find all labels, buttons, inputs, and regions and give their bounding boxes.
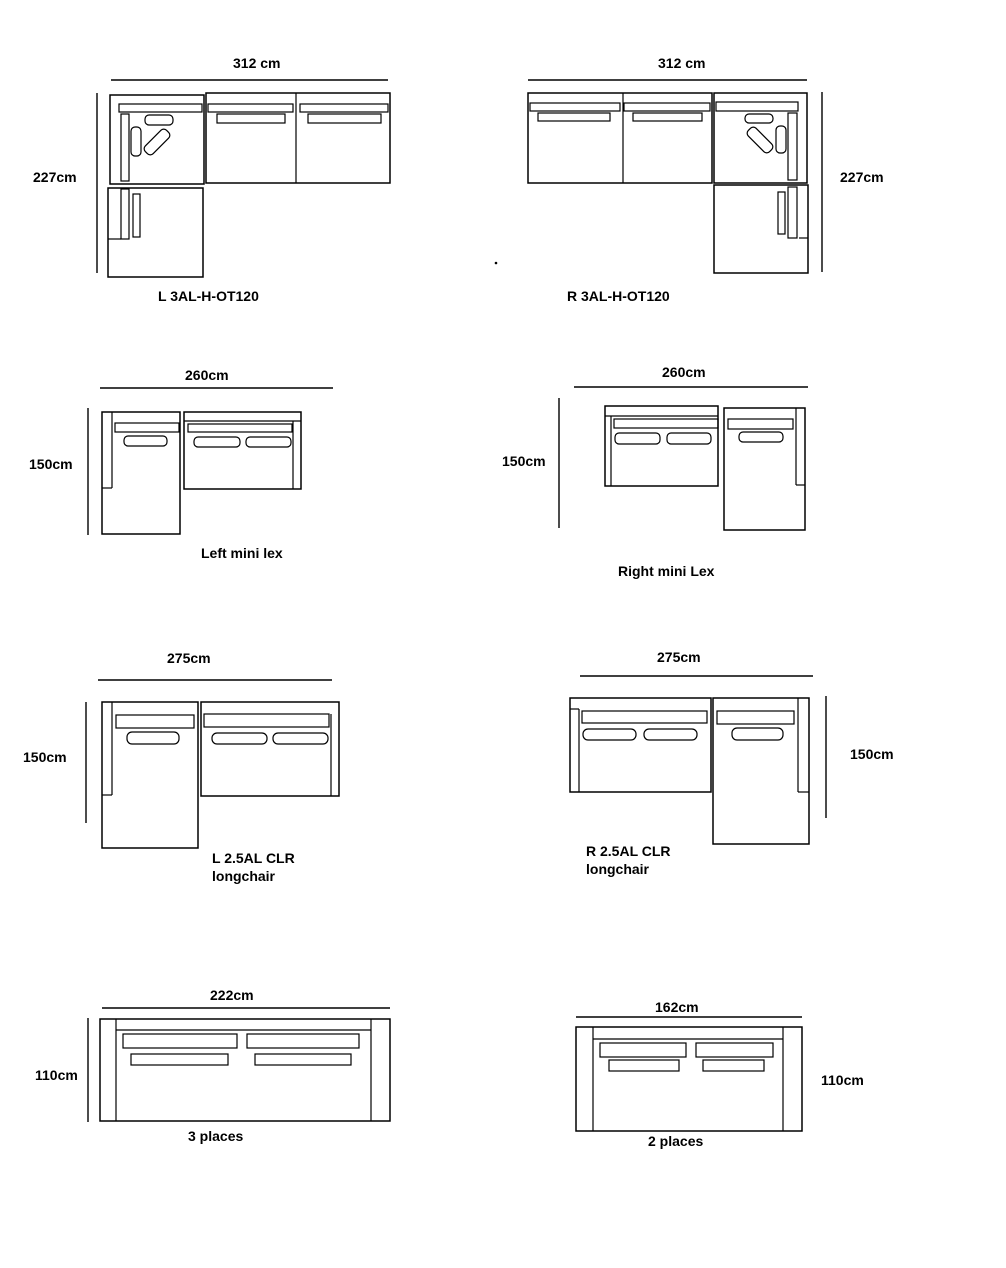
depth-dim-label-l-3al: 227cm: [33, 169, 77, 185]
ottoman-bar: [788, 187, 797, 238]
plan-right-mini-lex: [559, 387, 808, 530]
pillow: [776, 126, 786, 153]
seat-cushion: [633, 113, 702, 121]
width-dim-label-l-3al: 312 cm: [233, 55, 281, 71]
back-cushion: [116, 715, 194, 728]
caption-r-25al-line2: longchair: [586, 861, 650, 877]
corner-backrest: [716, 102, 798, 111]
stray-dot: [495, 262, 498, 265]
seat-cushion: [609, 1060, 679, 1071]
back-cushion: [530, 103, 620, 111]
pillow: [131, 127, 141, 156]
caption-r-25al-line1: R 2.5AL CLR: [586, 843, 671, 859]
seat-cushion: [739, 432, 783, 442]
pillow-diagonal: [746, 126, 775, 155]
seat-cushion: [667, 433, 711, 444]
width-dim-label-left-mini-lex: 260cm: [185, 367, 229, 383]
depth-dim-label-2-places: 110cm: [821, 1072, 864, 1088]
depth-dim-label-r-3al: 227cm: [840, 169, 884, 185]
back-cushion: [614, 419, 718, 428]
caption-left-mini-lex: Left mini lex: [201, 545, 283, 561]
sofa-outline: [201, 702, 339, 796]
depth-dim-label-r-25al: 150cm: [850, 746, 894, 762]
seat-cushion: [732, 728, 783, 740]
back-cushion: [115, 423, 179, 432]
seat-cushion: [308, 114, 381, 123]
plan-2-places: [576, 1017, 802, 1131]
pillow: [145, 115, 173, 125]
plan-r-3al-h-ot120: [495, 80, 822, 273]
ottoman-bar: [121, 189, 129, 239]
back-cushion: [208, 104, 293, 112]
sofa-outline: [570, 698, 711, 792]
back-cushion: [624, 103, 710, 111]
seat-cushion: [127, 732, 179, 744]
corner-armrest: [121, 114, 129, 181]
depth-dim-label-left-mini-lex: 150cm: [29, 456, 73, 472]
ottoman-outline: [108, 188, 203, 277]
depth-dim-label-right-mini-lex: 150cm: [502, 453, 546, 469]
chaise-outline: [102, 412, 180, 534]
caption-r-3al: R 3AL-H-OT120: [567, 288, 670, 304]
sofa-outline: [605, 406, 718, 486]
caption-3-places: 3 places: [188, 1128, 244, 1144]
seat-cushion: [212, 733, 267, 744]
plan-3-places: [88, 1008, 390, 1122]
width-dim-label-r-3al: 312 cm: [658, 55, 706, 71]
seat-cushion: [246, 437, 291, 447]
plan-l-25al-clr-longchair: [86, 680, 339, 848]
width-dim-label-r-25al: 275cm: [657, 649, 701, 665]
corner-backrest: [119, 104, 202, 112]
back-cushion: [717, 711, 794, 724]
depth-dim-label-l-25al: 150cm: [23, 749, 67, 765]
back-cushion: [188, 424, 292, 432]
plan-l-3al-h-ot120: [97, 80, 390, 277]
seat-cushion: [703, 1060, 764, 1071]
seats-outline: [206, 93, 390, 183]
seat-cushion: [194, 437, 240, 447]
seat-cushion: [124, 436, 167, 446]
plan-left-mini-lex: [88, 388, 333, 535]
depth-dim-label-3-places: 110cm: [35, 1067, 78, 1083]
seat-cushion: [131, 1054, 228, 1065]
back-cushion: [300, 104, 388, 112]
seat-cushion: [273, 733, 328, 744]
back-cushion: [696, 1043, 773, 1057]
back-cushion: [582, 711, 707, 723]
back-cushion: [247, 1034, 359, 1048]
ottoman-bar: [778, 192, 785, 234]
back-cushion: [728, 419, 793, 429]
caption-l-3al: L 3AL-H-OT120: [158, 288, 259, 304]
seat-cushion: [217, 114, 285, 123]
pillow-diagonal: [143, 128, 172, 157]
width-dim-label-2-places: 162cm: [655, 999, 699, 1015]
caption-right-mini-lex: Right mini Lex: [618, 563, 715, 579]
back-cushion: [600, 1043, 686, 1057]
seat-cushion: [538, 113, 610, 121]
caption-l-25al-line1: L 2.5AL CLR: [212, 850, 295, 866]
corner-unit-outline: [110, 95, 204, 184]
ottoman-outline: [714, 185, 808, 273]
width-dim-label-l-25al: 275cm: [167, 650, 211, 666]
back-cushion: [204, 714, 329, 727]
pillow: [745, 114, 773, 123]
width-dim-label-right-mini-lex: 260cm: [662, 364, 706, 380]
corner-armrest: [788, 113, 797, 180]
seat-cushion: [583, 729, 636, 740]
corner-unit-outline: [714, 93, 807, 183]
caption-2-places: 2 places: [648, 1133, 704, 1149]
seat-cushion: [615, 433, 660, 444]
back-cushion: [123, 1034, 237, 1048]
width-dim-label-3-places: 222cm: [210, 987, 254, 1003]
caption-l-25al-line2: longchair: [212, 868, 276, 884]
ottoman-bar: [133, 194, 140, 237]
seat-cushion: [255, 1054, 351, 1065]
seat-cushion: [644, 729, 697, 740]
plan-r-25al-clr-longchair: [570, 676, 826, 844]
